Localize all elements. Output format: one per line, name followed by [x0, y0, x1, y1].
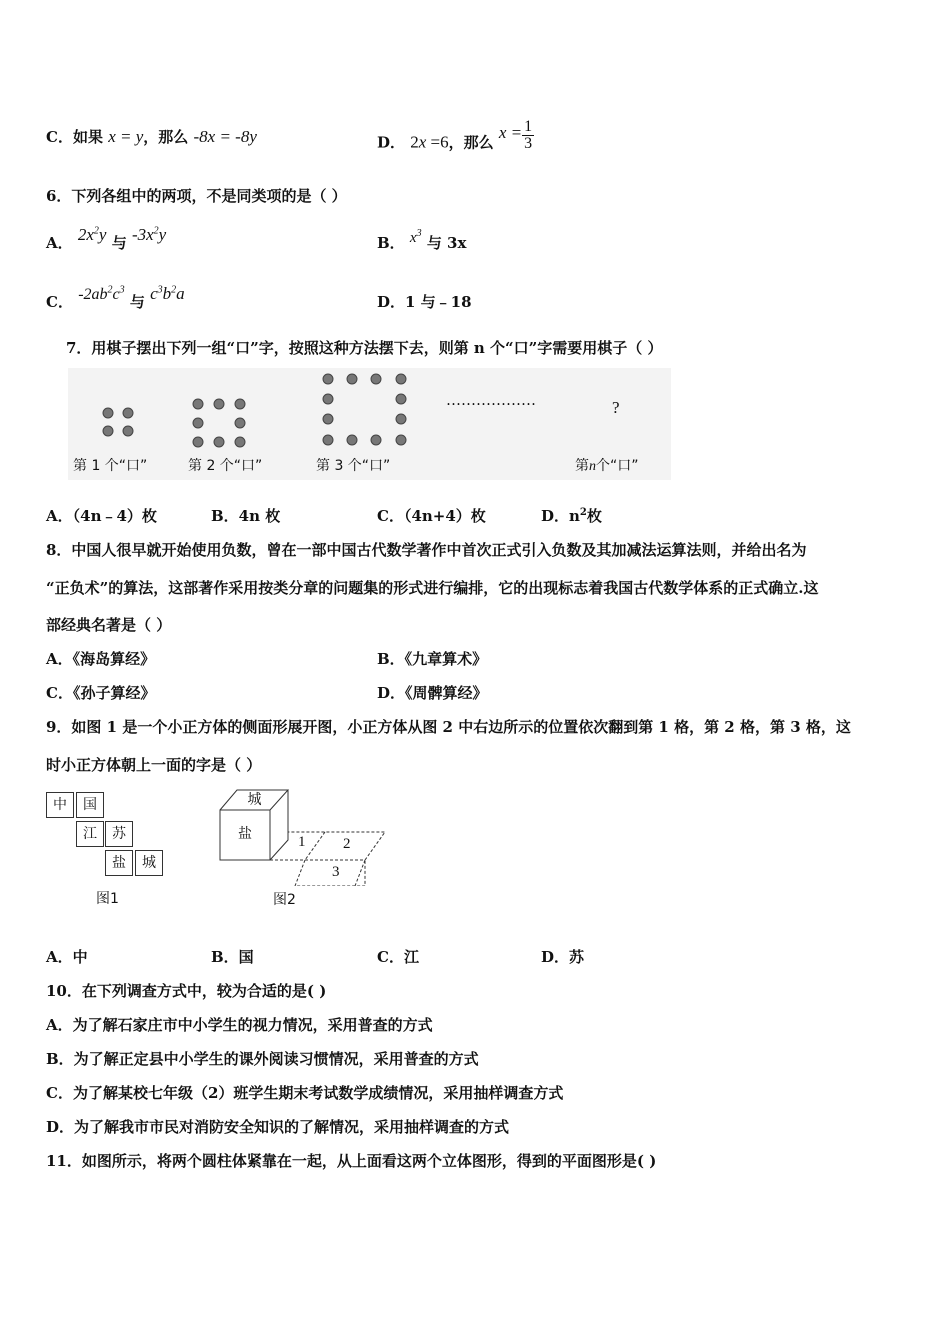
q7-fig-label-1: 第 1 个“口” [73, 458, 148, 474]
q8-option-b[interactable]: B．《九章算术》 [377, 650, 488, 668]
q6-b-term1: $x^3$ [409, 228, 422, 246]
q5-d-fraction: $\frac{1}{3}$ [524, 118, 533, 152]
q7-fig-label-2: 第 2 个“口” [188, 458, 263, 474]
q5-d-math-cond: 2x =6 [410, 132, 449, 152]
q8-stem-line1: 8．中国人很早就开始使用负数，曾在一部中国古代数学著作中首次正式引入负数及其加减法运算法则，并给出名为 [46, 541, 807, 559]
q9-fig2-caption: 图2 [273, 892, 296, 908]
q8-stem-line2: “正负术”的算法，这部著作采用按类分章的问题集的形式进行编排，它的出现标志着我国古代数学体系的正式确立.这 [46, 579, 819, 597]
grid-number-3: 3 [332, 864, 340, 880]
q7-option-b[interactable]: B．4n 枚 [211, 507, 281, 525]
q5-option-c[interactable]: C．如果 x = y，那么 -8x = -8y [46, 127, 257, 146]
q8-option-c[interactable]: C．《孙子算经》 [46, 684, 156, 702]
q7-question-mark: ? [612, 398, 620, 417]
q9-figure1-net [44, 792, 164, 912]
q10-option-b[interactable]: B．为了解正定县中小学生的课外阅读习惯情况，采用普查的方式 [46, 1050, 479, 1068]
q6-option-d[interactable]: D．1 与﹣18 [377, 293, 472, 311]
q7-option-a[interactable]: A．（4n﹣4）枚 [46, 507, 157, 525]
q6-stem: 6．下列各组中的两项，不是同类项的是（ ） [46, 187, 347, 205]
q6-option-b[interactable]: B． $x^3$ 与 3x [377, 228, 467, 252]
q5-c-math-result: -8x = -8y [193, 127, 257, 146]
q6-option-c[interactable]: C． $-2ab^2c^3$ 与 $c^3b^2a$ [46, 284, 185, 311]
q10-option-d[interactable]: D．为了解我市市民对消防安全知识的了解情况，采用抽样调查的方式 [46, 1118, 510, 1136]
q7-option-c[interactable]: C．（4n+4）枚 [377, 507, 486, 525]
q8-option-a[interactable]: A．《海岛算经》 [46, 650, 156, 668]
q11-stem: 11．如图所示，将两个圆柱体紧靠在一起，从上面看这两个立体图形，得到的平面图形是( ) [46, 1152, 657, 1170]
q9-option-b[interactable]: B．国 [211, 948, 254, 966]
q9-option-a[interactable]: A．中 [46, 948, 88, 966]
q5-c-math-cond: x = y [108, 127, 144, 146]
q9-stem-line2: 时小正方体朝上一面的字是（ ） [46, 756, 262, 774]
q5-option-d[interactable]: D． 2x =6，那么 x = $\frac{1}{3}$ [377, 118, 533, 152]
q9-fig1-caption: 图1 [96, 891, 119, 907]
q8-option-d[interactable]: D．《周髀算经》 [377, 684, 488, 702]
q6-a-term2: $-3x^2y$ [131, 225, 167, 244]
q10-option-a[interactable]: A．为了解石家庄市中小学生的视力情况，采用普查的方式 [46, 1016, 433, 1034]
q10-option-c[interactable]: C．为了解某校七年级（2）班学生期末考试数学成绩情况，采用抽样调查方式 [46, 1084, 564, 1102]
net-cell-1: 中 [46, 792, 74, 818]
q9-option-d[interactable]: D．苏 [541, 948, 585, 966]
net-cell-5: 盐 [105, 850, 133, 876]
net-cell-6: 城 [135, 850, 163, 876]
q8-stem-line3: 部经典名著是（ ） [46, 616, 172, 634]
q7-fig-label-n: 第n个“口” [575, 458, 639, 474]
q6-c-term2: $c^3b^2a$ [150, 284, 185, 303]
q5-d-math-result: x = [498, 122, 523, 142]
net-cell-3: 江 [76, 821, 104, 847]
q10-stem: 10．在下列调查方式中，较为合适的是( ) [46, 982, 327, 1000]
cube-top-face: 城 [247, 792, 262, 808]
q7-option-d[interactable]: D．$n^2$枚 [541, 507, 602, 525]
cube-front-face: 盐 [238, 826, 252, 842]
q7-fig-label-3: 第 3 个“口” [316, 458, 391, 474]
q9-figure2-cube [215, 786, 390, 914]
q7-ellipsis: ……………… [446, 391, 536, 409]
net-cell-4: 苏 [105, 821, 133, 847]
q6-c-term1: $-2ab^2c^3$ [78, 284, 125, 303]
q7-figure [68, 368, 671, 480]
q9-option-c[interactable]: C．江 [377, 948, 419, 966]
q6-a-term1: $2x^2y$ [77, 225, 107, 244]
grid-number-2: 2 [343, 836, 351, 852]
q9-stem-line1: 9．如图 1 是一个小正方体的侧面形展开图，小正方体从图 2 中右边所示的位置依次翻到第 1 格，第 2 格，第 3 格，这 [46, 718, 851, 736]
q6-option-a[interactable]: A． $2x^2y$ 与 $-3x^2y$ [46, 225, 167, 252]
q7-stem: 7．用棋子摆出下列一组“口”字，按照这种方法摆下去，则第 n 个“口”字需要用棋子（ ） [66, 339, 663, 357]
net-cell-2: 国 [76, 792, 104, 818]
grid-number-1: 1 [298, 834, 306, 850]
